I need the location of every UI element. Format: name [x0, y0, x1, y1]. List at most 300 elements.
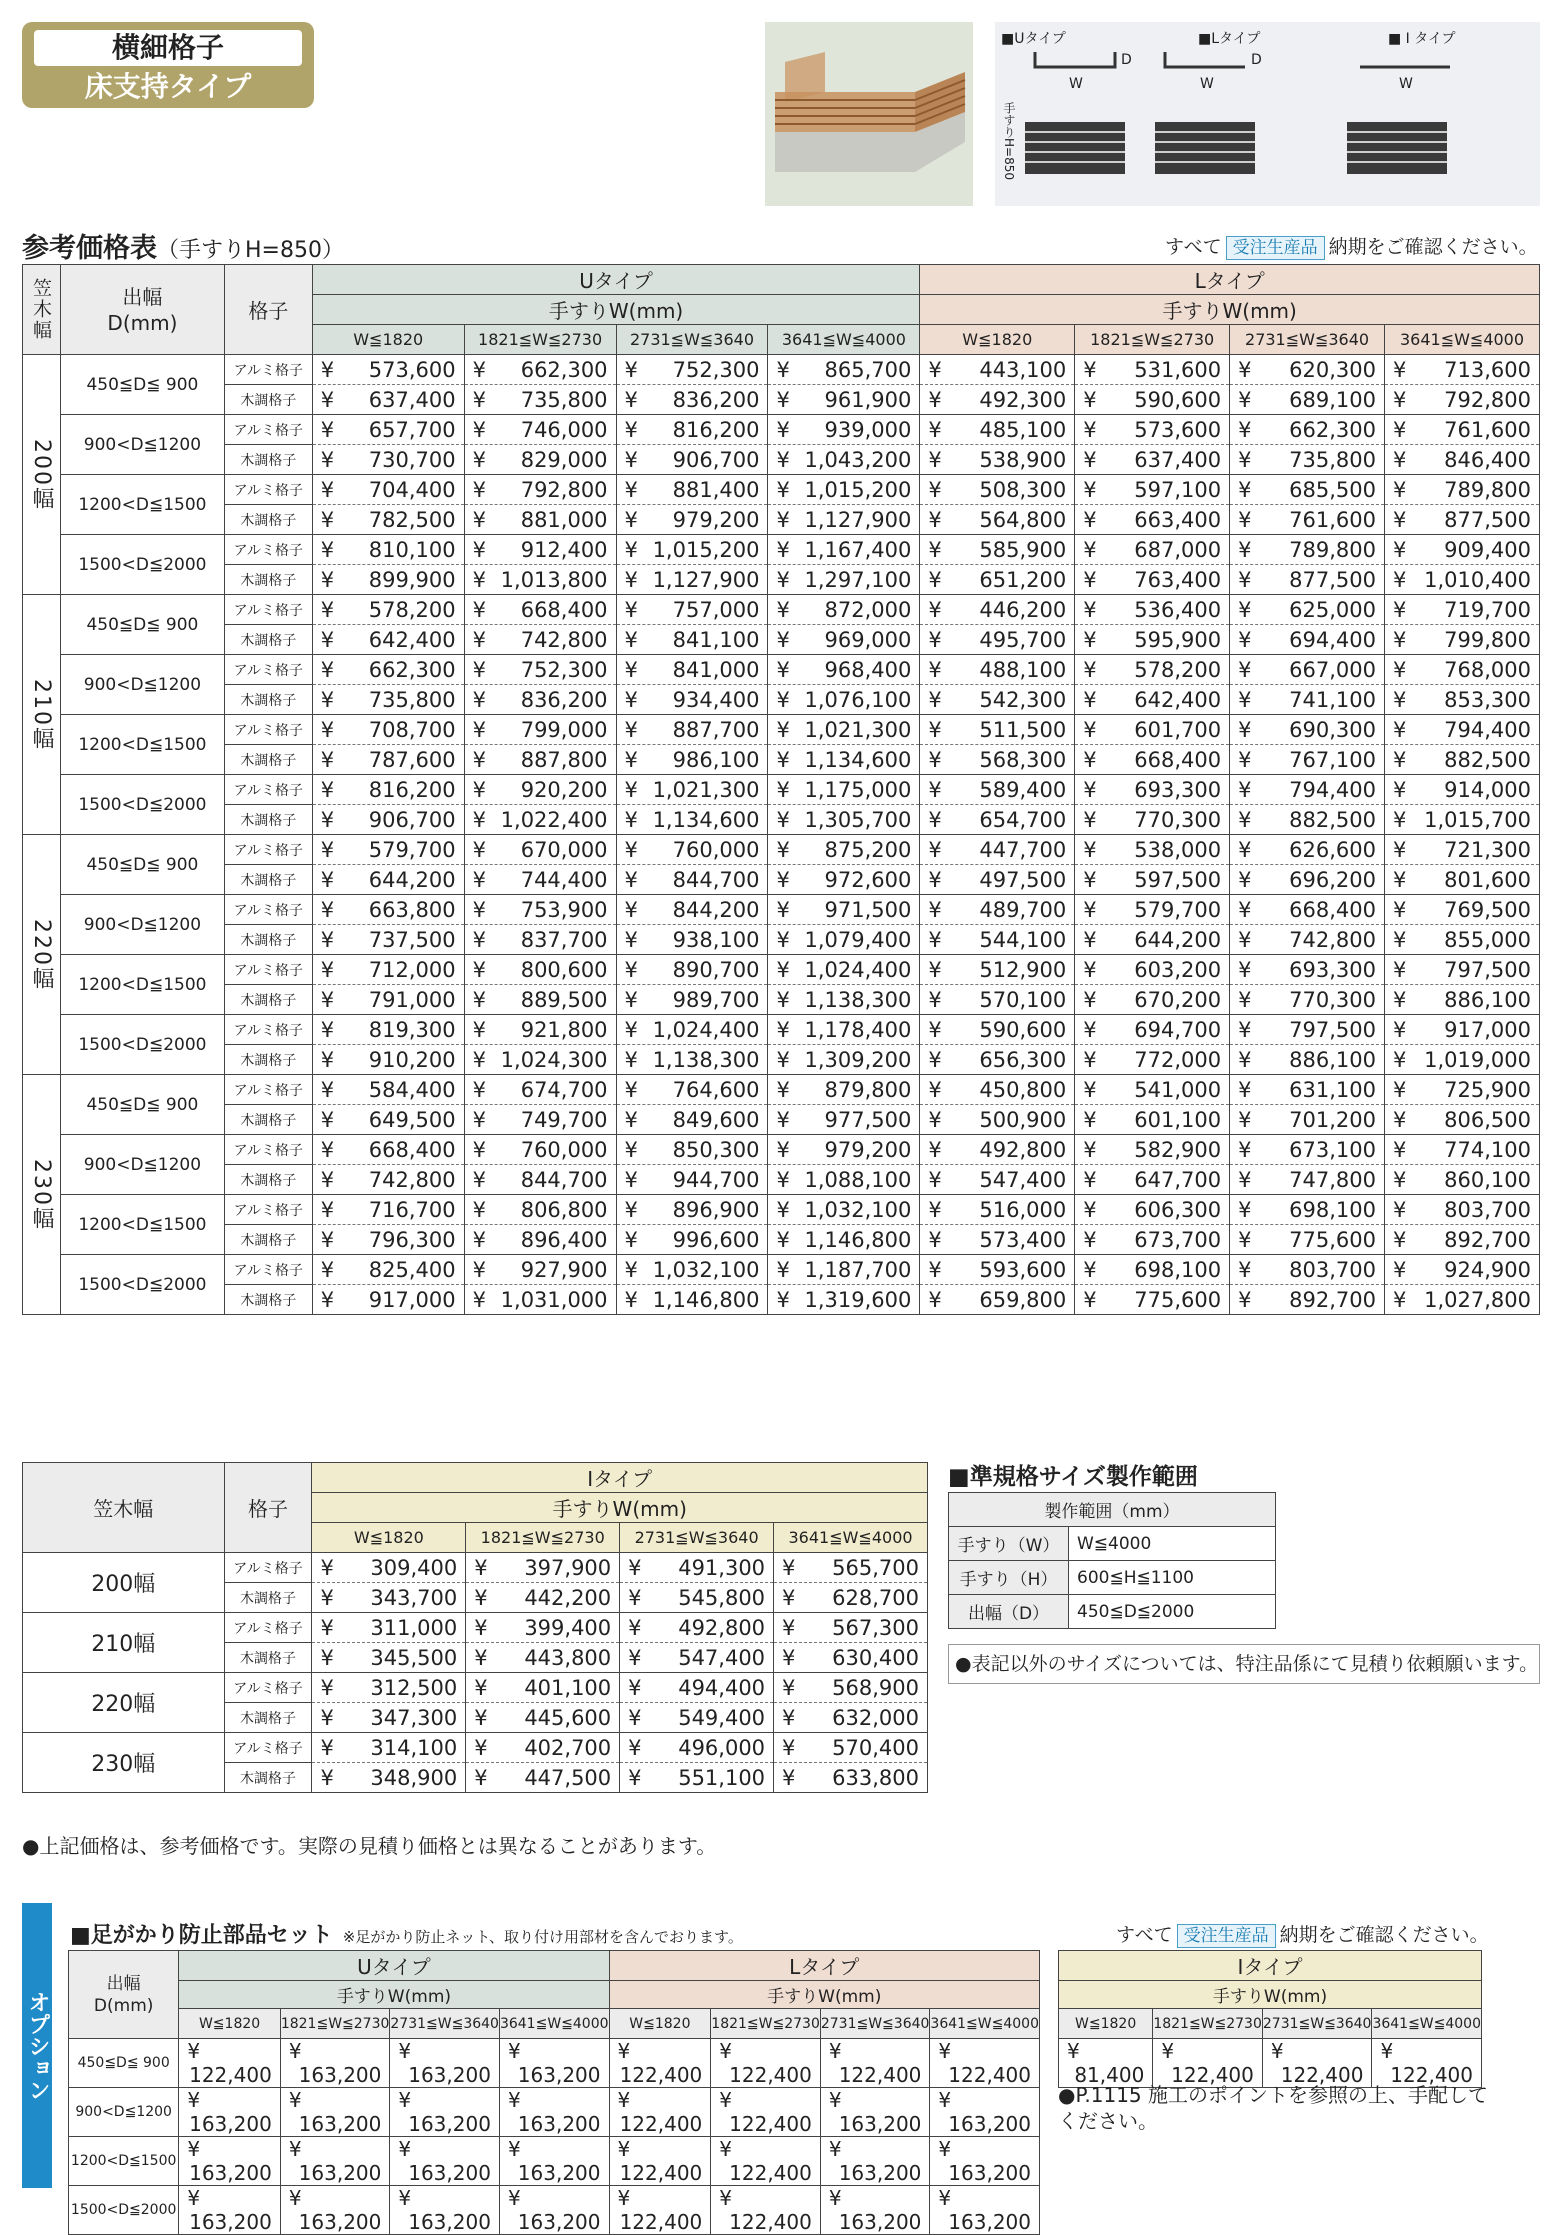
price-cell	[1075, 385, 1230, 415]
price-cell	[1230, 865, 1385, 895]
yen-sign: ¥	[928, 897, 942, 922]
price-value: 801,600	[1444, 867, 1531, 892]
yen-sign: ¥	[624, 627, 638, 652]
price-cell	[312, 895, 464, 925]
yen-sign: ¥	[1083, 1017, 1097, 1042]
price-value: 347,300	[370, 1705, 458, 1730]
yen-sign: ¥	[1238, 477, 1252, 502]
yen-sign: ¥	[928, 807, 942, 832]
price-value: 1,015,200	[804, 477, 912, 502]
price-cell	[1075, 685, 1230, 715]
price-cell	[1230, 535, 1385, 565]
price-value: 944,700	[672, 1167, 760, 1192]
yen-sign: ¥	[320, 927, 335, 952]
price-value: 687,000	[1134, 537, 1222, 562]
table-row	[69, 2088, 1040, 2137]
yen-sign: ¥	[472, 1077, 487, 1102]
price-cell	[464, 715, 616, 745]
price-cell	[1230, 415, 1385, 445]
price-cell	[616, 415, 768, 445]
price-cell	[1385, 835, 1540, 865]
depth-range-label: 450≦D≦ 900	[69, 2039, 179, 2088]
yen-sign: ¥	[776, 807, 790, 832]
yen-sign: ¥	[1393, 987, 1407, 1012]
price-value: 775,600	[1289, 1227, 1377, 1252]
yen-sign: ¥	[1238, 627, 1252, 652]
i-header-koshi: 格子	[224, 1463, 312, 1553]
price-cell	[1230, 955, 1385, 985]
yen-sign: ¥	[320, 537, 335, 562]
yen-sign: ¥	[1393, 867, 1407, 892]
yen-sign: ¥	[288, 2039, 302, 2063]
price-cell	[768, 1225, 920, 1255]
price-cell	[774, 1763, 928, 1793]
price-cell	[312, 505, 464, 535]
price-value: 500,900	[979, 1107, 1067, 1132]
price-value: 685,500	[1289, 477, 1377, 502]
price-cell	[1075, 925, 1230, 955]
price-cell	[768, 895, 920, 925]
yen-sign: ¥	[1083, 417, 1097, 442]
price-cell	[464, 1165, 616, 1195]
price-cell	[1230, 925, 1385, 955]
price-cell	[464, 745, 616, 775]
price-cell	[464, 1015, 616, 1045]
price-value: 698,100	[1134, 1257, 1222, 1282]
yen-sign: ¥	[187, 2186, 201, 2210]
yen-sign: ¥	[928, 1137, 942, 1162]
yen-sign: ¥	[628, 1555, 642, 1580]
koshi-type-label: アルミ格子	[224, 355, 312, 385]
yen-sign: ¥	[1083, 777, 1097, 802]
yen-sign: ¥	[320, 687, 335, 712]
price-cell	[920, 385, 1075, 415]
header-depth: 出幅 D(mm)	[60, 265, 224, 355]
price-value: 979,200	[824, 1137, 912, 1162]
price-value: 590,600	[1134, 387, 1222, 412]
yen-sign: ¥	[782, 1735, 796, 1760]
price-value: 797,500	[1289, 1017, 1377, 1042]
price-value: 551,100	[678, 1765, 766, 1790]
price-value: 979,200	[672, 507, 760, 532]
width-range-header: 2731≦W≦3640	[1262, 2009, 1372, 2039]
table-row	[23, 1255, 1540, 1285]
yen-sign: ¥	[187, 2137, 201, 2161]
yen-sign: ¥	[776, 777, 790, 802]
price-value: 889,500	[520, 987, 608, 1012]
price-cell	[280, 2186, 390, 2235]
koshi-type-label: 木調格子	[224, 745, 312, 775]
yen-sign: ¥	[1393, 477, 1407, 502]
price-value: 345,500	[370, 1645, 458, 1670]
yen-sign: ¥	[1393, 957, 1407, 982]
price-value: 651,200	[979, 567, 1067, 592]
price-value: 719,700	[1444, 597, 1531, 622]
yen-sign: ¥	[1238, 777, 1252, 802]
price-cell	[464, 355, 616, 385]
price-value: 837,700	[520, 927, 608, 952]
price-value: 1,032,100	[652, 1257, 760, 1282]
yen-sign: ¥	[628, 1615, 642, 1640]
price-cell	[616, 865, 768, 895]
yen-sign: ¥	[1083, 867, 1097, 892]
yen-sign: ¥	[1393, 567, 1407, 592]
table-row	[23, 565, 1540, 595]
price-cell	[1385, 355, 1540, 385]
yen-sign: ¥	[1238, 1167, 1252, 1192]
yen-sign: ¥	[472, 357, 487, 382]
yen-sign: ¥	[472, 1167, 487, 1192]
yen-sign: ¥	[1083, 1287, 1097, 1312]
price-value: 744,400	[520, 867, 608, 892]
price-value: 917,000	[1444, 1017, 1531, 1042]
price-cell	[1385, 505, 1540, 535]
price-cell	[1230, 385, 1385, 415]
yen-sign: ¥	[1393, 447, 1407, 472]
price-cell	[930, 2088, 1040, 2137]
price-value: 1,134,600	[652, 807, 760, 832]
price-cell	[920, 1135, 1075, 1165]
price-cell	[312, 925, 464, 955]
yen-sign: ¥	[1238, 837, 1252, 862]
yen-sign: ¥	[187, 2039, 201, 2063]
yen-sign: ¥	[1083, 927, 1097, 952]
price-cell	[464, 895, 616, 925]
price-value: 730,700	[368, 447, 456, 472]
price-cell	[1075, 1255, 1230, 1285]
i-w-label: W	[1399, 76, 1413, 92]
yen-sign: ¥	[776, 357, 790, 382]
yen-sign: ¥	[507, 2186, 521, 2210]
yen-sign: ¥	[320, 747, 335, 772]
yen-sign: ¥	[776, 657, 790, 682]
price-value: 497,500	[979, 867, 1067, 892]
price-cell	[620, 1643, 774, 1673]
price-value: 689,100	[1289, 387, 1377, 412]
table-row	[23, 685, 1540, 715]
price-value: 163,200	[948, 2210, 1031, 2234]
koshi-type-label: 木調格子	[224, 865, 312, 895]
opt-header-depth: 出幅 D(mm)	[69, 1951, 179, 2039]
depth-range-label: 1500<D≦2000	[60, 775, 224, 835]
price-value: 742,800	[520, 627, 608, 652]
table-row	[23, 1075, 1540, 1105]
price-cell	[920, 865, 1075, 895]
koshi-type-label: アルミ格子	[224, 775, 312, 805]
price-value: 122,400	[619, 2112, 703, 2136]
depth-range-label: 900<D≦1200	[60, 895, 224, 955]
depth-range-label: 450≦D≦ 900	[60, 1075, 224, 1135]
price-cell	[1385, 985, 1540, 1015]
option-ref-note: ●P.1115 施工のポイントを参照の上、手配してください。	[1058, 2083, 1489, 2133]
width-range-header: 3641≦W≦4000	[930, 2009, 1040, 2039]
order-note-pre: すべて	[1165, 236, 1222, 258]
price-cell	[920, 685, 1075, 715]
yen-sign: ¥	[628, 1585, 642, 1610]
price-value: 163,200	[408, 2210, 491, 2234]
price-cell	[768, 925, 920, 955]
price-value: 311,000	[370, 1615, 458, 1640]
price-value: 775,600	[1134, 1287, 1222, 1312]
yen-sign: ¥	[628, 1765, 642, 1790]
price-value: 590,600	[979, 1017, 1067, 1042]
price-value: 829,000	[520, 447, 608, 472]
table-row	[23, 775, 1540, 805]
l-type-diagram-label: ■Lタイプ	[1198, 31, 1261, 47]
price-cell	[280, 2039, 390, 2088]
price-cell	[820, 2039, 930, 2088]
price-cell	[464, 775, 616, 805]
yen-sign: ¥	[776, 867, 790, 892]
price-value: 910,200	[368, 1047, 456, 1072]
price-value: 606,300	[1134, 1197, 1222, 1222]
price-value: 855,000	[1444, 927, 1531, 952]
width-range-header: 2731≦W≦3640	[820, 2009, 930, 2039]
yen-sign: ¥	[928, 777, 942, 802]
price-value: 896,400	[520, 1227, 608, 1252]
price-value: 662,300	[1289, 417, 1377, 442]
table-row	[23, 805, 1540, 835]
price-cell	[768, 775, 920, 805]
width-range-header: 3641≦W≦4000	[1385, 325, 1540, 355]
price-cell	[1385, 895, 1540, 925]
price-cell	[1385, 655, 1540, 685]
koshi-type-label: アルミ格子	[224, 1553, 312, 1583]
price-cell	[312, 415, 464, 445]
price-value: 787,600	[368, 747, 456, 772]
option-order-note	[1116, 1920, 1489, 1948]
price-cell	[774, 1613, 928, 1643]
price-value: 1,127,900	[804, 507, 912, 532]
price-cell	[616, 985, 768, 1015]
price-cell	[1075, 1165, 1230, 1195]
price-value: 122,400	[619, 2161, 703, 2185]
price-cell	[1230, 1105, 1385, 1135]
price-cell	[616, 535, 768, 565]
yen-sign: ¥	[288, 2088, 302, 2112]
table-row	[69, 2137, 1040, 2186]
yen-sign: ¥	[1393, 1227, 1407, 1252]
yen-sign: ¥	[474, 1705, 488, 1730]
yen-sign: ¥	[938, 2088, 952, 2112]
yen-sign: ¥	[624, 1017, 638, 1042]
price-value: 443,100	[979, 357, 1067, 382]
table-row	[23, 955, 1540, 985]
price-value: 761,600	[1444, 417, 1531, 442]
spec-row-label: 手すり（W）	[949, 1527, 1069, 1561]
koshi-type-label: 木調格子	[224, 1643, 312, 1673]
yen-sign: ¥	[928, 1257, 942, 1282]
price-cell	[312, 1285, 464, 1315]
price-value: 601,700	[1134, 717, 1222, 742]
yen-sign: ¥	[320, 597, 335, 622]
price-value: 579,700	[1134, 897, 1222, 922]
yen-sign: ¥	[624, 567, 638, 592]
price-cell	[1385, 565, 1540, 595]
price-cell	[1385, 1075, 1540, 1105]
yen-sign: ¥	[1083, 1257, 1097, 1282]
yen-sign: ¥	[928, 747, 942, 772]
yen-sign: ¥	[1393, 807, 1407, 832]
price-value: 882,500	[1289, 807, 1377, 832]
yen-sign: ¥	[624, 717, 638, 742]
price-value: 122,400	[948, 2063, 1031, 2087]
koshi-type-label: アルミ格子	[224, 835, 312, 865]
series-title: 横細格子	[34, 30, 302, 66]
yen-sign: ¥	[472, 537, 487, 562]
price-cell	[1075, 595, 1230, 625]
yen-sign: ¥	[1238, 357, 1252, 382]
price-cell	[920, 715, 1075, 745]
price-cell	[768, 385, 920, 415]
price-cell	[1075, 625, 1230, 655]
koshi-type-label: アルミ格子	[224, 1195, 312, 1225]
koshi-type-label: アルミ格子	[224, 475, 312, 505]
price-cell	[179, 2039, 281, 2088]
price-cell	[1385, 1015, 1540, 1045]
price-cell	[920, 1285, 1075, 1315]
yen-sign: ¥	[624, 687, 638, 712]
yen-sign: ¥	[1270, 2039, 1284, 2063]
width-range-header: W≦1820	[312, 325, 464, 355]
price-value: 670,000	[520, 837, 608, 862]
price-cell	[1230, 745, 1385, 775]
price-cell	[1075, 1045, 1230, 1075]
opt-header-l-w: 手すりW(mm)	[609, 1981, 1039, 2009]
price-value: 906,700	[368, 807, 456, 832]
price-value: 704,400	[368, 477, 456, 502]
price-cell	[464, 805, 616, 835]
price-value: 896,900	[672, 1197, 760, 1222]
price-cell	[466, 1703, 620, 1733]
price-cell	[1385, 415, 1540, 445]
depth-range-label: 1200<D≦1500	[60, 955, 224, 1015]
price-value: 445,600	[524, 1705, 612, 1730]
price-cell	[920, 355, 1075, 385]
price-value: 892,700	[1289, 1287, 1377, 1312]
yen-sign: ¥	[320, 867, 335, 892]
spec-row-value: W≦4000	[1069, 1527, 1276, 1561]
series-title-box	[22, 22, 314, 108]
price-value: 531,600	[1134, 357, 1222, 382]
yen-sign: ¥	[1393, 387, 1407, 412]
table-row	[23, 505, 1540, 535]
yen-sign: ¥	[624, 1287, 638, 1312]
price-value: 721,300	[1444, 837, 1531, 862]
price-value: 819,300	[368, 1017, 456, 1042]
yen-sign: ¥	[472, 837, 487, 862]
yen-sign: ¥	[1067, 2039, 1080, 2063]
price-value: 122,400	[1390, 2063, 1473, 2087]
price-cell	[280, 2137, 390, 2186]
yen-sign: ¥	[472, 687, 487, 712]
price-cell	[616, 685, 768, 715]
price-cell	[1230, 1225, 1385, 1255]
price-cell	[930, 2039, 1040, 2088]
price-value: 934,400	[672, 687, 760, 712]
width-range-header: 3641≦W≦4000	[1372, 2009, 1482, 2039]
price-value: 163,200	[189, 2112, 272, 2136]
depth-range-label: 1200<D≦1500	[60, 715, 224, 775]
price-cell	[312, 1703, 466, 1733]
width-group-label: 200幅	[23, 355, 61, 595]
header-koshi: 格子	[224, 265, 312, 355]
koshi-type-label: アルミ格子	[224, 1015, 312, 1045]
price-value: 1,088,100	[804, 1167, 912, 1192]
yen-sign: ¥	[1083, 1167, 1097, 1192]
koshi-type-label: アルミ格子	[224, 595, 312, 625]
yen-sign: ¥	[776, 1197, 790, 1222]
i-header-w: 手すりW(mm)	[312, 1493, 928, 1523]
price-cell	[464, 1105, 616, 1135]
price-cell	[620, 1673, 774, 1703]
price-cell	[768, 1135, 920, 1165]
price-value: 1,024,300	[500, 1047, 608, 1072]
price-value: 656,300	[979, 1047, 1067, 1072]
yen-sign: ¥	[472, 777, 487, 802]
price-value: 882,500	[1444, 747, 1531, 772]
price-value: 642,400	[1134, 687, 1222, 712]
yen-sign: ¥	[1083, 597, 1097, 622]
price-value: 573,600	[1134, 417, 1222, 442]
yen-sign: ¥	[398, 2186, 412, 2210]
price-cell	[464, 505, 616, 535]
yen-sign: ¥	[320, 1197, 335, 1222]
price-value: 760,000	[672, 837, 760, 862]
price-value: 516,000	[979, 1197, 1067, 1222]
yen-sign: ¥	[472, 1197, 487, 1222]
price-value: 644,200	[368, 867, 456, 892]
yen-sign: ¥	[320, 357, 335, 382]
yen-sign: ¥	[928, 1047, 942, 1072]
price-cell	[768, 505, 920, 535]
price-value: 713,600	[1444, 357, 1531, 382]
yen-sign: ¥	[776, 627, 790, 652]
price-value: 747,800	[1289, 1167, 1377, 1192]
price-cell	[616, 1045, 768, 1075]
price-value: 450,800	[979, 1077, 1067, 1102]
yen-sign: ¥	[776, 1107, 790, 1132]
price-value: 659,800	[979, 1287, 1067, 1312]
price-value: 662,300	[520, 357, 608, 382]
yen-sign: ¥	[1393, 1287, 1407, 1312]
price-cell	[616, 955, 768, 985]
price-cell	[312, 775, 464, 805]
price-cell	[616, 715, 768, 745]
price-value: 620,300	[1289, 357, 1377, 382]
price-value: 794,400	[1289, 777, 1377, 802]
i-header-type: Iタイプ	[312, 1463, 928, 1493]
price-value: 122,400	[619, 2063, 703, 2087]
price-value: 849,600	[672, 1107, 760, 1132]
price-value: 806,500	[1444, 1107, 1531, 1132]
spec-row-value: 600≦H≦1100	[1069, 1561, 1276, 1595]
price-cell	[1262, 2039, 1372, 2088]
yen-sign: ¥	[828, 2088, 842, 2112]
yen-sign: ¥	[320, 387, 335, 412]
price-cell	[616, 1285, 768, 1315]
yen-sign: ¥	[776, 837, 790, 862]
price-cell	[466, 1643, 620, 1673]
koshi-type-label: アルミ格子	[224, 955, 312, 985]
price-cell	[312, 745, 464, 775]
price-cell	[920, 1255, 1075, 1285]
price-cell	[920, 1195, 1075, 1225]
price-value: 853,300	[1444, 687, 1531, 712]
yen-sign: ¥	[628, 1705, 642, 1730]
depth-range-label: 1500<D≦2000	[69, 2186, 179, 2235]
price-cell	[1075, 955, 1230, 985]
